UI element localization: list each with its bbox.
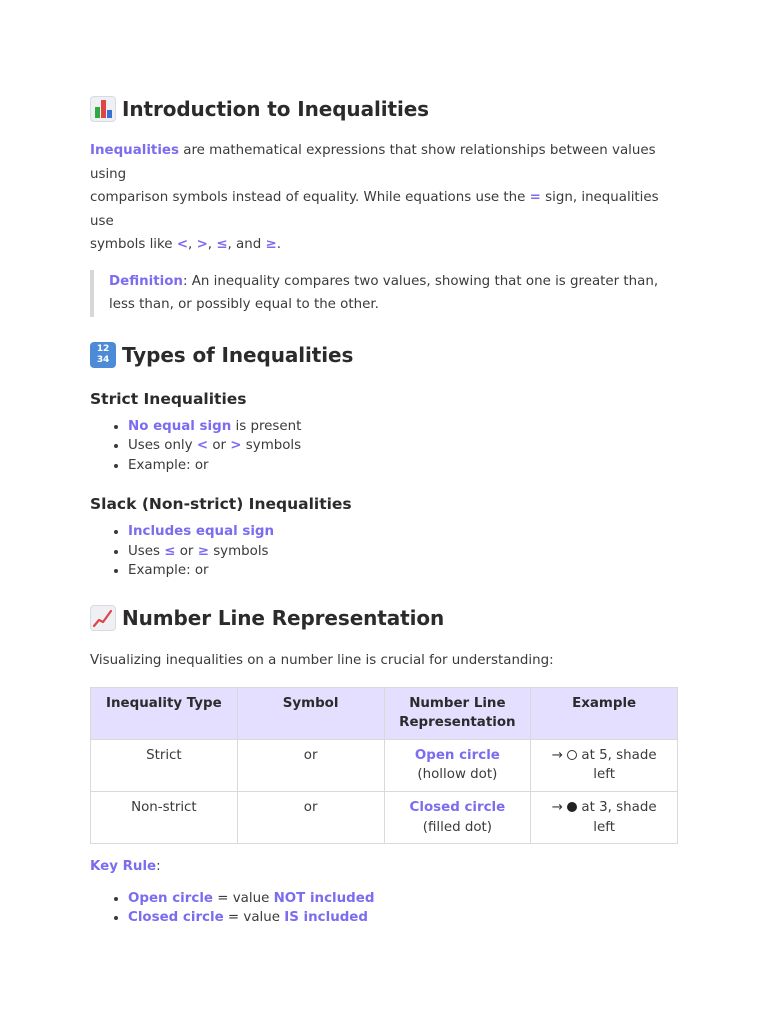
input-numbers-icon bbox=[90, 342, 116, 368]
list-item bbox=[128, 436, 680, 456]
table-cell: or bbox=[237, 739, 384, 791]
definition-body: : An inequality compares two values, showing that one is greater than, less than, or possibly equal to the other. bbox=[109, 273, 659, 312]
greater-than-symbol: > bbox=[196, 237, 208, 252]
list-item bbox=[128, 542, 680, 562]
open-circle-text: Open circle bbox=[128, 890, 213, 906]
intro-heading bbox=[90, 92, 680, 126]
intro-text: are mathematical expressions that show relationships between values using bbox=[90, 143, 656, 182]
icon-digits: 34 bbox=[96, 354, 110, 365]
equal-symbol: = bbox=[529, 190, 541, 205]
closed-circle-text: Closed circle bbox=[409, 799, 506, 815]
greater-equal-symbol: ≥ bbox=[197, 543, 209, 559]
slack-list bbox=[90, 522, 680, 581]
cell-text: at 3, shade left bbox=[577, 799, 657, 835]
list-item bbox=[128, 889, 680, 909]
list-item: • Example: or bbox=[128, 561, 680, 581]
not-included-text: NOT included bbox=[273, 890, 375, 906]
greater-than-symbol: > bbox=[230, 438, 242, 454]
less-equal-symbol: ≤ bbox=[164, 543, 176, 559]
table-cell bbox=[531, 739, 678, 791]
definition-label: Definition bbox=[109, 273, 183, 289]
period: . bbox=[276, 237, 282, 252]
slack-heading: Slack (Non-strict) Inequalities bbox=[90, 495, 352, 514]
cell-text: (filled dot) bbox=[422, 819, 492, 835]
list-text: is present bbox=[231, 418, 302, 434]
table-cell bbox=[384, 791, 531, 843]
intro-text: comparison symbols instead of equality. While equations use the bbox=[90, 190, 530, 205]
less-than-symbol: < bbox=[176, 237, 189, 252]
table-cell: or bbox=[237, 791, 384, 843]
table-cell: Strict bbox=[91, 739, 238, 791]
cell-text: at 5, shade left bbox=[577, 747, 657, 783]
key-rule bbox=[90, 855, 680, 879]
no-equal-sign-text: No equal sign bbox=[128, 418, 232, 434]
numberline-heading bbox=[90, 601, 680, 635]
inequalities-term: Inequalities bbox=[90, 143, 179, 158]
types-heading bbox=[90, 338, 680, 372]
closed-circle-icon bbox=[567, 802, 577, 812]
bar-chart-icon bbox=[90, 96, 116, 122]
list-item bbox=[128, 417, 680, 437]
table-row bbox=[91, 739, 678, 791]
list-text: symbols bbox=[241, 438, 302, 454]
colon: : bbox=[156, 859, 161, 875]
table-header-row bbox=[91, 687, 678, 739]
list-item bbox=[128, 522, 680, 542]
trend-line-graphic bbox=[91, 606, 115, 630]
document-content bbox=[90, 92, 680, 928]
is-included-text: IS included bbox=[284, 910, 368, 926]
table-cell bbox=[531, 791, 678, 843]
chart-increasing-icon bbox=[90, 605, 116, 631]
arrow-icon: → bbox=[551, 747, 563, 763]
table-header-cell: Inequality Type bbox=[91, 687, 238, 739]
cell-text: (hollow dot) bbox=[417, 767, 498, 783]
strict-list bbox=[90, 417, 680, 476]
separator: , bbox=[188, 237, 197, 252]
numberline-table bbox=[90, 687, 678, 845]
list-text: = value bbox=[223, 910, 285, 926]
arrow-icon: → bbox=[551, 799, 563, 815]
key-rule-list bbox=[90, 889, 680, 928]
separator: , bbox=[207, 237, 217, 252]
open-circle-text: Open circle bbox=[414, 747, 500, 763]
list-text: = value bbox=[213, 890, 274, 906]
separator: , and bbox=[227, 237, 266, 252]
intro-paragraph bbox=[90, 139, 680, 257]
intro-text: sign, inequalities use bbox=[90, 190, 659, 229]
icon-digits: 12 bbox=[96, 343, 110, 354]
definition-text bbox=[109, 270, 674, 317]
list-item: • Example: or bbox=[128, 456, 680, 476]
numberline-intro: Visualizing inequalities on a number line is crucial for understanding: bbox=[90, 653, 554, 669]
less-than-symbol: < bbox=[196, 438, 209, 454]
list-text: or bbox=[208, 438, 231, 454]
intro-text: symbols like bbox=[90, 237, 177, 252]
table-cell: Non-strict bbox=[91, 791, 238, 843]
list-text: Uses only bbox=[128, 438, 197, 454]
table-header-cell: Number Line Representation bbox=[384, 687, 531, 739]
types-heading-text: Types of Inequalities bbox=[122, 342, 354, 367]
table-header-cell: Symbol bbox=[237, 687, 384, 739]
definition-callout bbox=[90, 270, 680, 317]
includes-equal-sign-text: Includes equal sign bbox=[128, 524, 275, 540]
less-equal-symbol: ≤ bbox=[216, 237, 228, 252]
strict-heading: Strict Inequalities bbox=[90, 389, 247, 408]
intro-heading-text: Introduction to Inequalities bbox=[122, 97, 429, 121]
list-text: Uses bbox=[128, 543, 165, 559]
list-text: symbols bbox=[208, 543, 269, 559]
list-item bbox=[128, 908, 680, 928]
greater-equal-symbol: ≥ bbox=[265, 237, 277, 252]
closed-circle-text: Closed circle bbox=[128, 910, 224, 926]
numberline-heading-text: Number Line Representation bbox=[122, 606, 445, 631]
key-rule-label: Key Rule bbox=[90, 859, 157, 875]
open-circle-icon bbox=[567, 750, 577, 760]
table-cell bbox=[384, 739, 531, 791]
table-header-cell: Example bbox=[531, 687, 678, 739]
list-text: or bbox=[175, 543, 198, 559]
table-row bbox=[91, 791, 678, 843]
